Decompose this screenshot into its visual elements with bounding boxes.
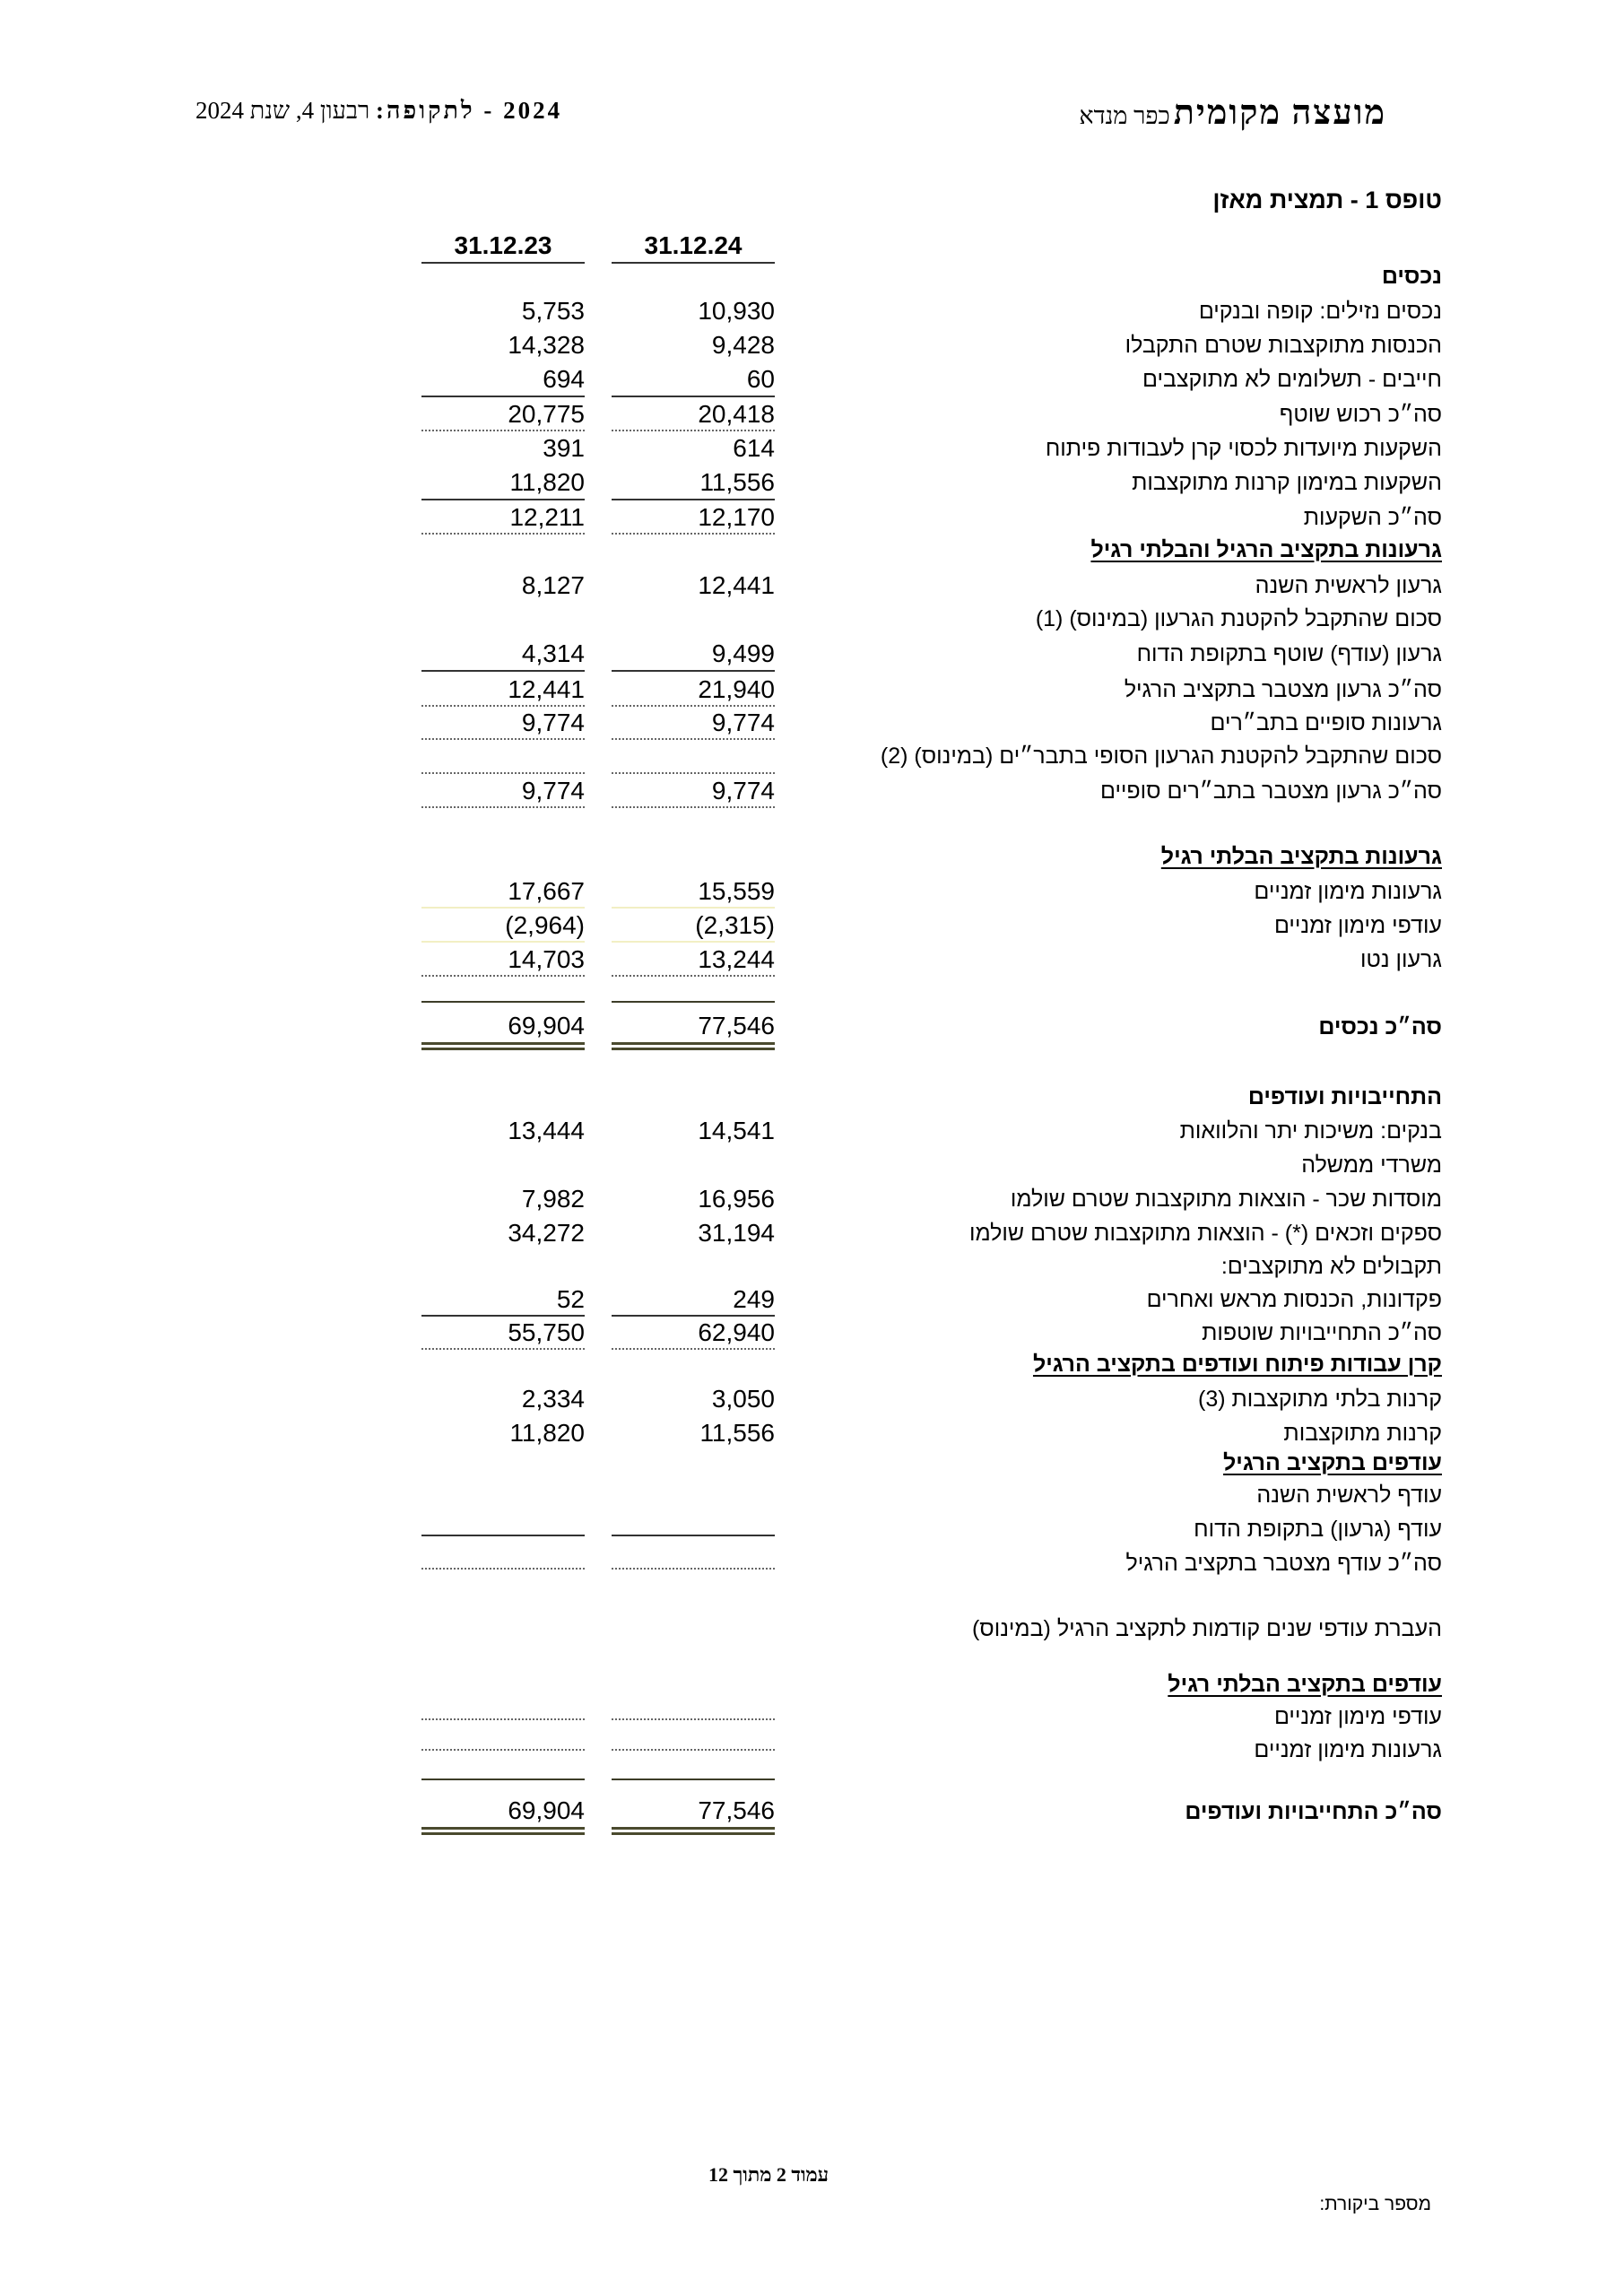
value-2024: 12,441	[698, 571, 775, 599]
row-label: גרעון (עודף) שוטף בתקופת הדוח	[1136, 641, 1442, 666]
total-line	[421, 705, 585, 707]
row-label: עודף (גרעון) בתקופת הדוח	[1194, 1517, 1442, 1542]
value-2023: 12,211	[509, 503, 585, 531]
total-line	[421, 1749, 585, 1751]
separator-line	[421, 941, 585, 943]
row-label: קרנות בלתי מתוקצבות (3)	[1198, 1387, 1442, 1412]
value-2024: 60	[746, 365, 775, 393]
row-label: סה״כ רכוש שוטף	[1279, 402, 1442, 427]
total-line	[612, 1568, 775, 1570]
row-label: סה״כ גרעון מצטבר בתב״רים סופיים	[1099, 778, 1442, 804]
row-label: סה״כ השקעות	[1303, 505, 1442, 530]
total-line	[421, 806, 585, 808]
period-value: רבעון 4, שנת 2024	[195, 97, 370, 124]
value-2024: 11,556	[699, 468, 775, 496]
value-2023: 2,334	[521, 1385, 585, 1413]
total-line	[421, 430, 585, 431]
value-2024: 20,418	[698, 400, 775, 428]
subtotal-line	[421, 1535, 585, 1536]
total-assets-2023: 69,904	[508, 1012, 585, 1039]
row-label: גרעון לראשית השנה	[1255, 573, 1442, 598]
total-assets-2024: 77,546	[698, 1012, 775, 1039]
value-2024: 13,244	[698, 945, 775, 973]
value-2024: 21,940	[698, 675, 775, 703]
value-2024: 9,499	[711, 639, 775, 667]
double-underline	[612, 1042, 775, 1050]
total-line	[612, 1718, 775, 1720]
total-line	[612, 975, 775, 977]
value-2024: 16,956	[698, 1185, 775, 1213]
period-header	[195, 97, 562, 125]
row-label: פקדונות, הכנסות מראש ואחרים	[1146, 1287, 1442, 1312]
row-label: גרעונות מימון זמניים	[1254, 1737, 1442, 1762]
organization-type: מועצה מקומית	[1173, 94, 1386, 132]
row-label: עודפי מימון זמניים	[1273, 913, 1442, 938]
value-2023: 694	[543, 365, 585, 393]
value-2023: 391	[543, 434, 585, 462]
value-2024: 9,428	[711, 331, 775, 359]
row-label: ספקים וזכאים (*) - הוצאות מתוקצבות שטרם שולמו	[968, 1221, 1442, 1246]
total-line	[612, 705, 775, 707]
total-top-line	[421, 1001, 585, 1003]
value-2023: 9,774	[521, 709, 585, 736]
total-line	[421, 975, 585, 977]
row-label: חייבים - תשלומים לא מתוקצבים	[1142, 367, 1442, 392]
subtotal-line	[421, 396, 585, 397]
row-label: גרעונות סופיים בתב״רים	[1210, 710, 1442, 735]
extraordinary-surplus-heading: עודפים בתקציב הבלתי רגיל	[1168, 1672, 1442, 1697]
deficits-heading: גרעונות בתקציב הרגיל והבלתי רגיל	[1090, 537, 1442, 562]
development-fund-heading: קרן עבודות פיתוח ועודפים בתקציב הרגיל	[1032, 1352, 1442, 1377]
total-line	[612, 533, 775, 535]
double-underline	[612, 1827, 775, 1835]
row-label: תקבולים לא מתוקצבים:	[1220, 1254, 1442, 1279]
total-top-line	[421, 1779, 585, 1780]
row-label: גרעון נטו	[1360, 947, 1442, 972]
form-title: טופס 1 - תמצית מאזן	[1212, 187, 1442, 213]
subtotal-line	[421, 670, 585, 672]
value-2024: 9,774	[711, 777, 775, 804]
total-assets-label: סה״כ נכסים	[1318, 1014, 1442, 1039]
value-2024: 62,940	[698, 1318, 775, 1346]
transfer-label: העברת עודפי שנים קודמות לתקציב הרגיל (במינוס)	[971, 1616, 1442, 1641]
value-2023: 13,444	[508, 1117, 585, 1144]
separator-line	[612, 941, 775, 943]
row-label: משרדי ממשלה	[1301, 1152, 1442, 1178]
total-line	[421, 1718, 585, 1720]
total-line	[421, 533, 585, 535]
row-label: סה״כ עודף מצטבר בתקציב הרגיל	[1125, 1551, 1442, 1576]
value-2023: 4,314	[521, 639, 585, 667]
total-line	[612, 430, 775, 431]
total-liabilities-2023: 69,904	[508, 1796, 585, 1824]
row-label: השקעות מיועדות לכסוי קרן לעבודות פיתוח	[1045, 436, 1442, 461]
row-label: בנקים: משיכות יתר והלוואות	[1179, 1118, 1442, 1144]
row-label: עודפי מימון זמניים	[1273, 1704, 1442, 1729]
row-label: הכנסות מתוקצבות שטרם התקבלו	[1125, 333, 1442, 358]
double-underline	[421, 1042, 585, 1050]
row-label: סכום שהתקבל להקטנת הגרעון הסופי בתבר״ים (במינוס) (2)	[880, 744, 1442, 769]
total-line	[612, 1749, 775, 1751]
period-year-label: 2024 - לתקופה:	[375, 97, 563, 124]
double-underline	[421, 1827, 585, 1835]
page-number: עמוד 2 מתוך 12	[708, 2163, 829, 2186]
value-2023: 34,272	[508, 1219, 585, 1247]
subtotal-line	[612, 1535, 775, 1536]
value-2023: 11,820	[509, 468, 585, 496]
column-header-2023: 31.12.23	[421, 231, 585, 264]
row-label: נכסים נזילים: קופה ובנקים	[1198, 299, 1442, 324]
organization-name: כפר מנדא	[1079, 102, 1170, 129]
row-label: גרעונות מימון זמניים	[1254, 879, 1442, 904]
row-label: מוסדות שכר - הוצאות מתוקצבות שטרם שולמו	[1010, 1187, 1442, 1212]
value-2023: 7,982	[521, 1185, 585, 1213]
value-2023: 20,775	[508, 400, 585, 428]
row-label: סה״כ התחייבויות שוטפות	[1202, 1320, 1442, 1345]
total-top-line	[612, 1779, 775, 1780]
value-2023: 14,328	[508, 331, 585, 359]
subtotal-line	[421, 499, 585, 500]
value-2023: 12,441	[508, 675, 585, 703]
value-2024: 614	[733, 434, 775, 462]
value-2023: 55,750	[508, 1318, 585, 1346]
subtotal-line	[612, 670, 775, 672]
subtotal-line	[421, 1315, 585, 1317]
row-label: סה״כ גרעון מצטבר בתקציב הרגיל	[1124, 677, 1442, 702]
value-2024: 12,170	[698, 503, 775, 531]
value-2023: 17,667	[508, 877, 585, 905]
value-2024: 31,194	[698, 1219, 775, 1247]
total-line	[421, 1568, 585, 1570]
value-2023: (2,964)	[505, 911, 585, 939]
column-header-2024: 31.12.24	[612, 231, 775, 264]
subtotal-line	[612, 396, 775, 397]
value-2024: 11,556	[699, 1419, 775, 1447]
total-top-line	[612, 1001, 775, 1003]
value-2024: 249	[733, 1285, 775, 1313]
organization-header	[1079, 93, 1386, 133]
value-2024: 3,050	[711, 1385, 775, 1413]
value-2023: 11,820	[509, 1419, 585, 1447]
audit-number-label: מספר ביקורת:	[1319, 2194, 1431, 2214]
total-line	[612, 772, 775, 774]
extraordinary-deficits-heading: גרעונות בתקציב הבלתי רגיל	[1160, 844, 1442, 869]
row-label: סכום שהתקבל להקטנת הגרעון (במינוס) (1)	[1035, 606, 1442, 631]
value-2024: (2,315)	[695, 911, 775, 939]
subtotal-line	[612, 499, 775, 500]
value-2024: 15,559	[698, 877, 775, 905]
value-2023: 8,127	[521, 571, 585, 599]
value-2023: 9,774	[521, 777, 585, 804]
value-2024: 9,774	[711, 709, 775, 736]
total-line	[612, 738, 775, 740]
row-label: השקעות במימון קרנות מתוקצבות	[1132, 470, 1442, 495]
separator-line	[612, 907, 775, 909]
value-2023: 14,703	[508, 945, 585, 973]
value-2023: 52	[556, 1285, 585, 1313]
value-2024: 10,930	[698, 297, 775, 325]
assets-heading: נכסים	[1381, 264, 1442, 289]
total-line	[612, 1348, 775, 1350]
value-2023: 5,753	[521, 297, 585, 325]
total-line	[421, 738, 585, 740]
total-liabilities-label: סה״כ התחייבויות ועודפים	[1185, 1799, 1442, 1824]
regular-surplus-heading: עודפים בתקציב הרגיל	[1223, 1450, 1442, 1475]
total-line	[421, 772, 585, 774]
total-line	[612, 806, 775, 808]
separator-line	[421, 907, 585, 909]
total-line	[421, 1348, 585, 1350]
row-label: עודף לראשית השנה	[1256, 1483, 1442, 1508]
liabilities-heading: התחייבויות ועודפים	[1247, 1084, 1442, 1109]
total-liabilities-2024: 77,546	[698, 1796, 775, 1824]
subtotal-line	[612, 1315, 775, 1317]
row-label: קרנות מתוקצבות	[1283, 1421, 1442, 1446]
value-2024: 14,541	[698, 1117, 775, 1144]
